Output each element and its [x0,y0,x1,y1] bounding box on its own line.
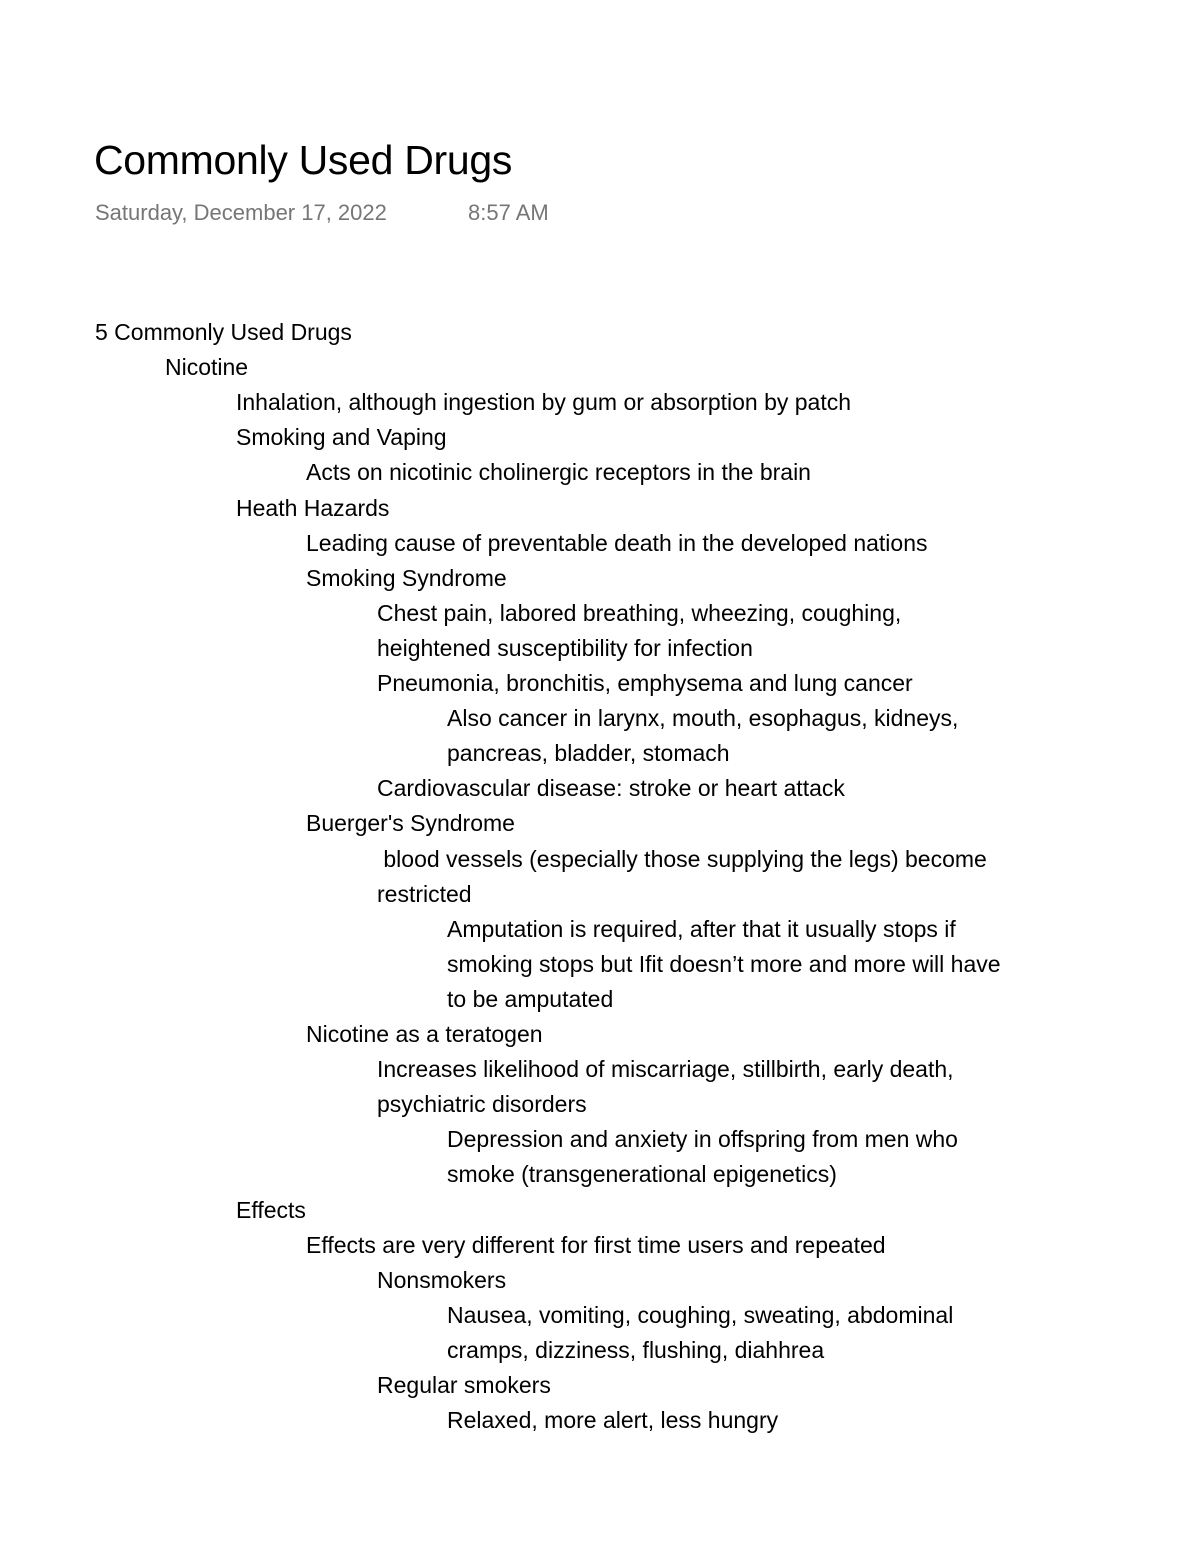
outline-line-level-5: smoke (transgenerational epigenetics) [447,1161,837,1187]
outline-line-level-5: smoking stops but Ifit doesn’t more and more will have [447,951,1001,977]
outline-line-level-4: Chest pain, labored breathing, wheezing, coughing, [377,600,902,626]
outline-line-level-2: Effects [236,1197,306,1223]
outline-line-level-5: Depression and anxiety in offspring from men who [447,1126,958,1152]
outline-line-level-4: psychiatric disorders [377,1091,587,1117]
outline-line-level-4: Regular smokers [377,1372,551,1398]
page-title: Commonly Used Drugs [94,137,513,183]
outline-line-level-4: heightened susceptibility for infection [377,635,753,661]
outline-line-level-3: Acts on nicotinic cholinergic receptors in the brain [306,459,811,485]
page-time: 8:57 AM [468,200,549,225]
outline-line-level-2: Heath Hazards [236,495,390,521]
outline-line-level-4: Pneumonia, bronchitis, emphysema and lung cancer [377,670,913,696]
outline-line-level-4: Nonsmokers [377,1267,507,1293]
outline-line-level-5: Also cancer in larynx, mouth, esophagus, kidneys, [447,705,959,731]
outline-line-level-3: Leading cause of preventable death in the developed nations [306,530,928,556]
outline-line-level-2: Inhalation, although ingestion by gum or absorption by patch [236,389,852,415]
page-date: Saturday, December 17, 2022 [95,200,387,225]
outline-line-level-4: restricted [377,881,472,907]
outline-line-level-5: Amputation is required, after that it usually stops if [447,916,956,942]
outline-line-level-5: Nausea, vomiting, coughing, sweating, abdominal [447,1302,954,1328]
outline-line-level-3: Smoking Syndrome [306,565,507,591]
outline-line-level-4: blood vessels (especially those supplying the legs) become [377,846,987,872]
outline-line-level-5: pancreas, bladder, stomach [447,740,730,766]
outline-line-level-3: Buerger's Syndrome [306,810,515,836]
outline-line-level-2: Smoking and Vaping [236,424,447,450]
outline-line-level-4: Increases likelihood of miscarriage, stillbirth, early death, [377,1056,954,1082]
outline-line-level-3: Effects are very different for first time users and repeated [306,1232,886,1258]
outline-line-level-5: to be amputated [447,986,614,1012]
outline-line-level-0: 5 Commonly Used Drugs [95,319,352,345]
outline-line-level-3: Nicotine as a teratogen [306,1021,543,1047]
outline-line-level-5: cramps, dizziness, flushing, diahhrea [447,1337,825,1363]
outline-line-level-5: Relaxed, more alert, less hungry [447,1407,779,1433]
outline-line-level-4: Cardiovascular disease: stroke or heart attack [377,775,845,801]
outline-line-level-1: Nicotine [165,354,249,380]
